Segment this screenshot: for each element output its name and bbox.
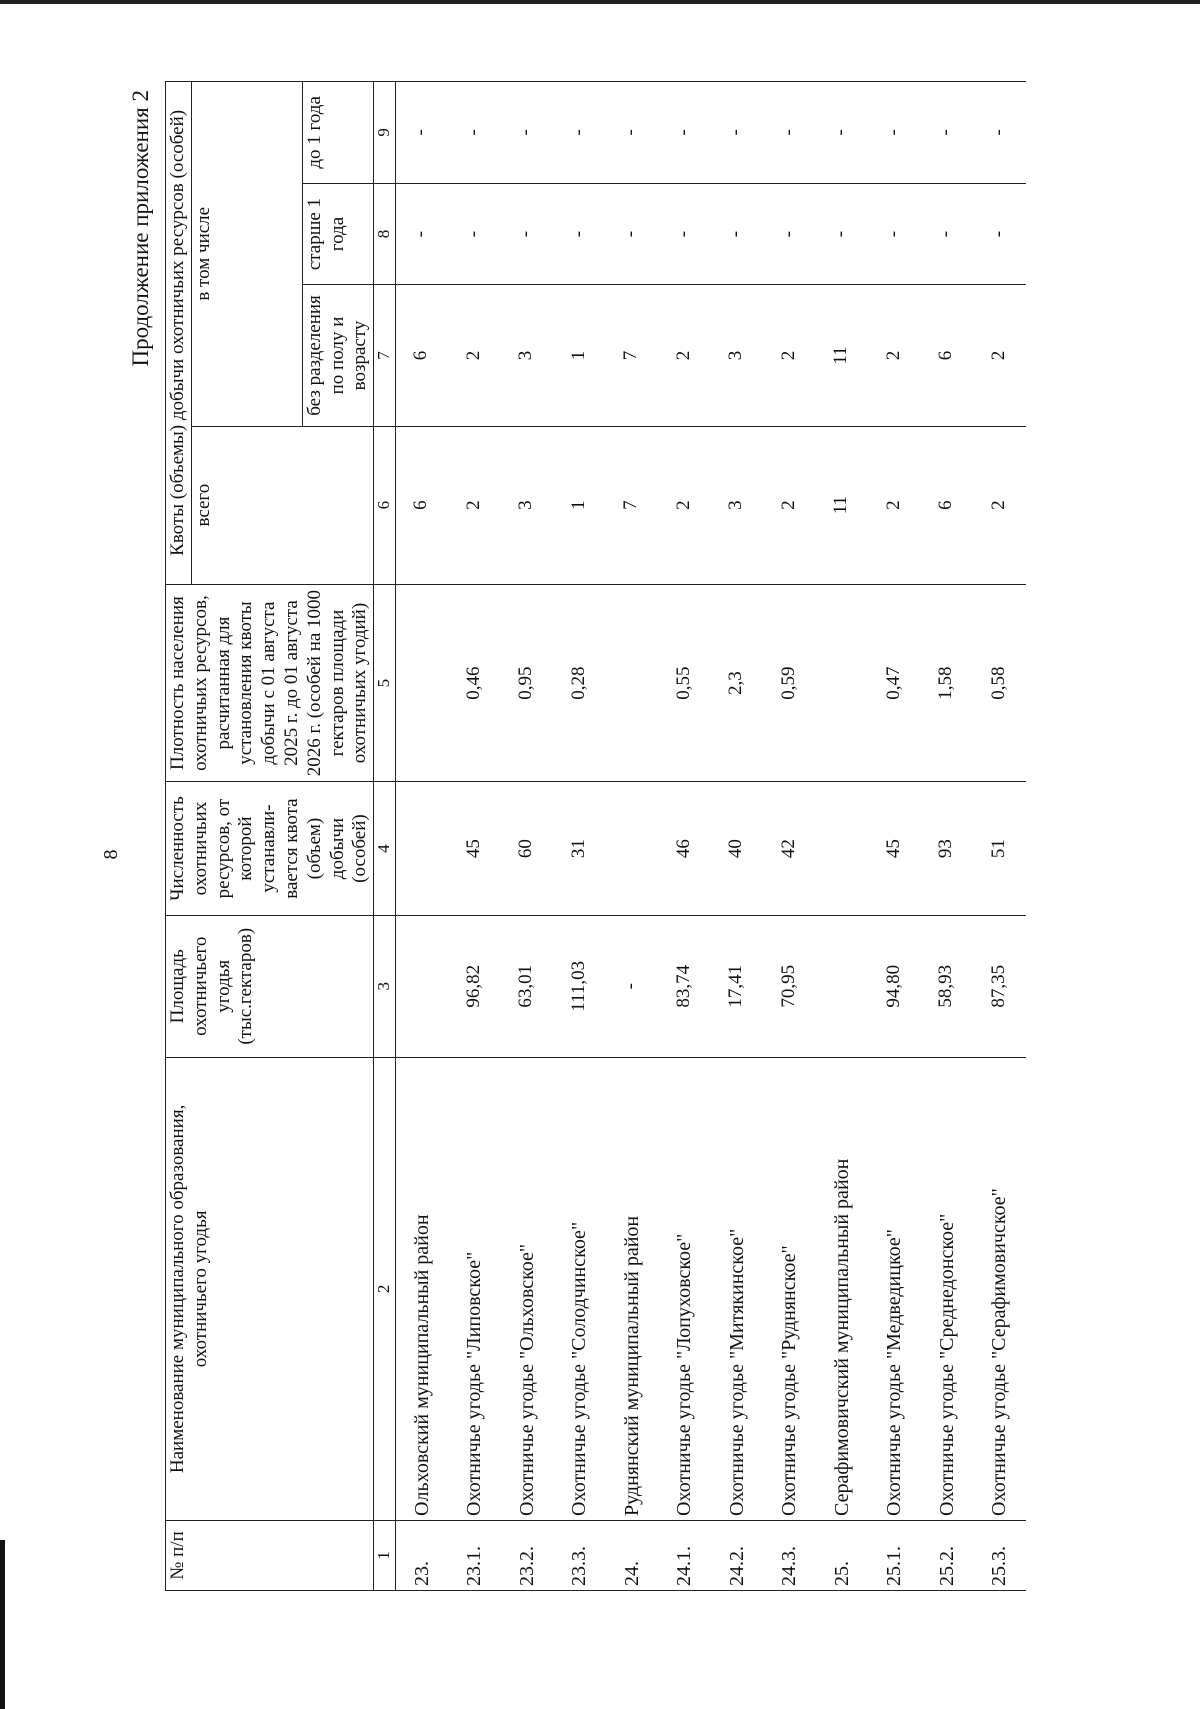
cell-total: 1 xyxy=(553,426,606,584)
cell-num: 24.1. xyxy=(658,1520,711,1590)
cell-num: 25.1. xyxy=(868,1520,921,1590)
header-area: Площадь охотничьего угодья (тыс.гектаров) xyxy=(166,915,374,1057)
cell-area xyxy=(395,915,448,1057)
cell-num: 23. xyxy=(395,1520,448,1590)
header-no-split: без разделения по полу и возрасту xyxy=(302,285,373,426)
header-quota-group: Квоты (объемы) добычи охотничьих ресурсов (особей) xyxy=(166,82,192,585)
cell-no-split: 2 xyxy=(763,285,816,426)
cell-older: - xyxy=(553,183,606,285)
cell-density: 0,28 xyxy=(553,584,606,782)
cell-num: 23.3. xyxy=(553,1520,606,1590)
cell-count xyxy=(606,782,659,915)
column-number: 7 xyxy=(374,285,395,426)
cell-num: 25.2. xyxy=(921,1520,974,1590)
cell-total: 2 xyxy=(658,426,711,584)
table-row xyxy=(395,82,448,1591)
cell-density xyxy=(606,584,659,782)
table-row xyxy=(658,82,711,1591)
column-number: 9 xyxy=(374,82,395,184)
cell-younger: - xyxy=(973,82,1026,184)
table-row xyxy=(973,82,1026,1591)
cell-num: 24.2. xyxy=(711,1520,764,1590)
cell-total: 3 xyxy=(501,426,554,584)
cell-num: 23.2. xyxy=(501,1520,554,1590)
column-number: 6 xyxy=(374,426,395,584)
cell-total: 2 xyxy=(763,426,816,584)
header-name: Наименование муниципального образования, охотничьего угодья xyxy=(166,1057,374,1520)
cell-density: 0,58 xyxy=(973,584,1026,782)
cell-older: - xyxy=(395,183,448,285)
cell-name: Охотничье угодье "Среднедонское" xyxy=(921,1057,974,1520)
table-row xyxy=(448,82,501,1591)
cell-older: - xyxy=(868,183,921,285)
column-number: 2 xyxy=(374,1057,395,1520)
cell-name: Серафимовичский муниципальный район xyxy=(816,1057,869,1520)
cell-younger: - xyxy=(553,82,606,184)
header-total: всего xyxy=(191,426,373,584)
cell-density: 0,46 xyxy=(448,584,501,782)
column-number: 5 xyxy=(374,584,395,782)
cell-num: 25. xyxy=(816,1520,869,1590)
cell-name: Руднянский муниципальный район xyxy=(606,1057,659,1520)
cell-count: 45 xyxy=(448,782,501,915)
column-number: 4 xyxy=(374,782,395,915)
cell-name: Охотничье угодье "Руднянское" xyxy=(763,1057,816,1520)
table-row xyxy=(921,82,974,1591)
cell-younger: - xyxy=(658,82,711,184)
cell-area: 96,82 xyxy=(448,915,501,1057)
cell-younger: - xyxy=(763,82,816,184)
cell-count: 60 xyxy=(501,782,554,915)
cell-area: 70,95 xyxy=(763,915,816,1057)
cell-density: 0,95 xyxy=(501,584,554,782)
cell-older: - xyxy=(921,183,974,285)
cell-no-split: 3 xyxy=(501,285,554,426)
cell-count: 93 xyxy=(921,782,974,915)
column-number: 8 xyxy=(374,183,395,285)
cell-younger: - xyxy=(868,82,921,184)
cell-area: 17,41 xyxy=(711,915,764,1057)
cell-count: 51 xyxy=(973,782,1026,915)
cell-count: 46 xyxy=(658,782,711,915)
cell-no-split: 3 xyxy=(711,285,764,426)
table-row xyxy=(868,82,921,1591)
quota-table xyxy=(165,81,1026,1591)
cell-name: Охотничье угодье "Липовское" xyxy=(448,1057,501,1520)
cell-total: 6 xyxy=(921,426,974,584)
cell-name: Охотничье угодье "Ольховское" xyxy=(501,1057,554,1520)
cell-older: - xyxy=(973,183,1026,285)
column-number: 1 xyxy=(374,1520,395,1590)
cell-older: - xyxy=(711,183,764,285)
table-row xyxy=(553,82,606,1591)
cell-total: 2 xyxy=(448,426,501,584)
cell-older: - xyxy=(763,183,816,285)
cell-count xyxy=(816,782,869,915)
cell-no-split: 2 xyxy=(658,285,711,426)
column-number: 3 xyxy=(374,915,395,1057)
cell-area: 83,74 xyxy=(658,915,711,1057)
table-row xyxy=(711,82,764,1591)
cell-total: 11 xyxy=(816,426,869,584)
cell-name: Охотничье угодье "Медведицкое" xyxy=(868,1057,921,1520)
cell-count xyxy=(395,782,448,915)
table-row xyxy=(816,82,869,1591)
cell-density: 1,58 xyxy=(921,584,974,782)
header-in-that: в том числе xyxy=(191,82,302,427)
cell-no-split: 2 xyxy=(973,285,1026,426)
cell-younger: - xyxy=(448,82,501,184)
cell-area: 87,35 xyxy=(973,915,1026,1057)
cell-area: 94,80 xyxy=(868,915,921,1057)
header-density: Плотность населения охотничьих ресурсов, расчитанная для установления квоты добычи с 01 августа 2025 г. до 01 августа 2026 г. (особей на 1000 гектаров площади охотничьих угодий) xyxy=(166,584,374,782)
cell-density: 0,59 xyxy=(763,584,816,782)
cell-older: - xyxy=(816,183,869,285)
cell-older: - xyxy=(658,183,711,285)
header-older: старше 1 года xyxy=(302,183,373,285)
table-row xyxy=(606,82,659,1591)
cell-no-split: 6 xyxy=(395,285,448,426)
cell-younger: - xyxy=(816,82,869,184)
header-younger: до 1 года xyxy=(302,82,373,184)
cell-count: 42 xyxy=(763,782,816,915)
cell-count: 31 xyxy=(553,782,606,915)
table-row xyxy=(763,82,816,1591)
cell-older: - xyxy=(501,183,554,285)
cell-num: 23.1. xyxy=(448,1520,501,1590)
cell-no-split: 11 xyxy=(816,285,869,426)
cell-younger: - xyxy=(395,82,448,184)
page-number: 8 xyxy=(100,849,122,860)
cell-area: 111,03 xyxy=(553,915,606,1057)
column-number-row xyxy=(374,82,395,1591)
cell-no-split: 7 xyxy=(606,285,659,426)
cell-total: 3 xyxy=(711,426,764,584)
cell-total: 2 xyxy=(973,426,1026,584)
cell-area: - xyxy=(606,915,659,1057)
cell-num: 24.3. xyxy=(763,1520,816,1590)
cell-density xyxy=(395,584,448,782)
cell-density: 0,47 xyxy=(868,584,921,782)
header-num: № п/п xyxy=(166,1520,374,1590)
cell-num: 25.3. xyxy=(973,1520,1026,1590)
table-body xyxy=(395,82,1026,1591)
cell-total: 6 xyxy=(395,426,448,584)
cell-name: Охотничье угодье "Серафимовичское" xyxy=(973,1057,1026,1520)
cell-area: 58,93 xyxy=(921,915,974,1057)
cell-area xyxy=(816,915,869,1057)
cell-name: Охотничье угодье "Лопуховское" xyxy=(658,1057,711,1520)
cell-younger: - xyxy=(921,82,974,184)
cell-younger: - xyxy=(501,82,554,184)
cell-name: Ольховский муниципальный район xyxy=(395,1057,448,1520)
cell-density: 2,3 xyxy=(711,584,764,782)
cell-count: 40 xyxy=(711,782,764,915)
cell-area: 63,01 xyxy=(501,915,554,1057)
cell-name: Охотничье угодье "Митякинское" xyxy=(711,1057,764,1520)
cell-total: 7 xyxy=(606,426,659,584)
cell-count: 45 xyxy=(868,782,921,915)
cell-density: 0,55 xyxy=(658,584,711,782)
cell-no-split: 1 xyxy=(553,285,606,426)
cell-total: 2 xyxy=(868,426,921,584)
table-row xyxy=(501,82,554,1591)
continuation-label: Продолжение приложения 2 xyxy=(128,90,153,367)
cell-no-split: 2 xyxy=(448,285,501,426)
cell-older: - xyxy=(448,183,501,285)
cell-no-split: 2 xyxy=(868,285,921,426)
cell-density xyxy=(816,584,869,782)
cell-no-split: 6 xyxy=(921,285,974,426)
header-count: Численность охотничьих ресурсов, от которой устанавли- вается квота (объем) добычи (особей) xyxy=(166,782,374,915)
cell-older: - xyxy=(606,183,659,285)
cell-name: Охотничье угодье "Солодчинское" xyxy=(553,1057,606,1520)
cell-younger: - xyxy=(606,82,659,184)
cell-num: 24. xyxy=(606,1520,659,1590)
cell-younger: - xyxy=(711,82,764,184)
